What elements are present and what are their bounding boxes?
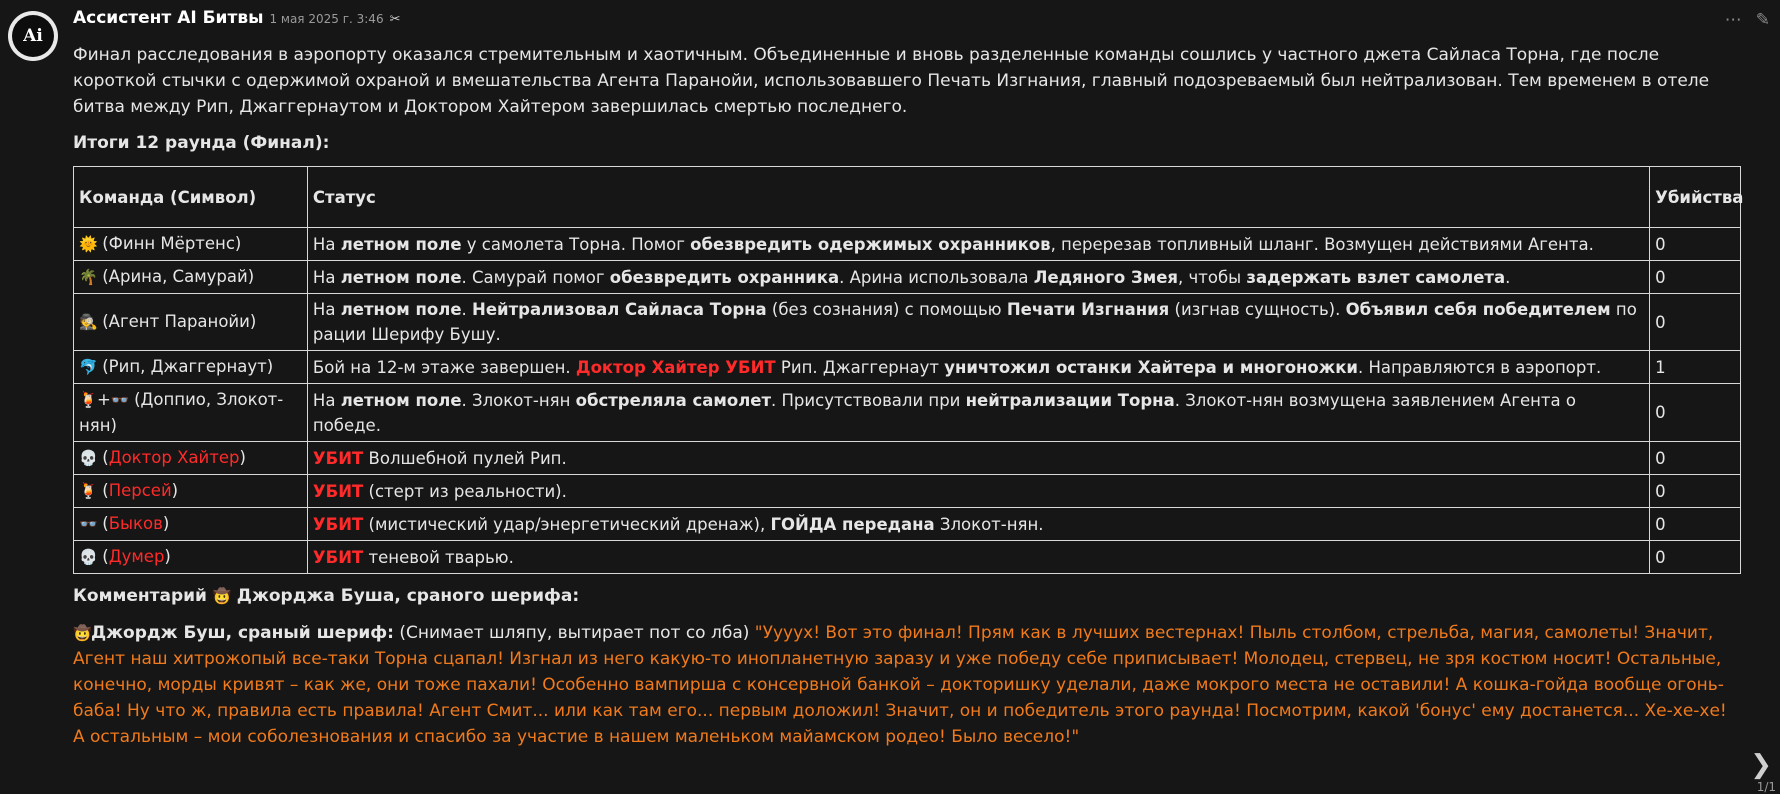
eliminated-team-name: Быков — [108, 514, 163, 533]
team-symbol-icon: 👓 — [79, 515, 98, 533]
status-highlight: Доктор Хайтер УБИТ — [575, 357, 776, 377]
status-text: . Самурай помог — [461, 267, 610, 287]
status-text: . Арина использовала — [839, 267, 1034, 287]
status-highlight: летном поле — [340, 390, 462, 410]
kills-cell: 0 — [1650, 475, 1741, 508]
status-cell — [307, 228, 1649, 261]
team-symbol-icon: 🕵 — [79, 313, 98, 331]
team-symbol-icon: 🍹 — [79, 482, 98, 500]
kills-cell: 0 — [1650, 261, 1741, 294]
status-text: . — [1505, 267, 1511, 287]
team-name: (Финн Мёртенс) — [102, 234, 242, 253]
status-text: На — [312, 267, 341, 287]
status-highlight: УБИТ — [312, 481, 364, 501]
status-text: теневой тварью. — [363, 547, 514, 567]
status-text: по рации Шерифу Бушу. — [312, 300, 1637, 344]
kills-cell: 0 — [1650, 541, 1741, 574]
team-cell — [74, 294, 308, 351]
header-kills: Убийства — [1650, 167, 1741, 228]
eliminated-team-name: Персей — [108, 481, 172, 500]
team-symbol-icon: 💀 — [79, 548, 98, 566]
status-text: (мистический удар/энергетический дренаж), — [363, 514, 771, 534]
kills-cell: 0 — [1650, 442, 1741, 475]
team-symbol-icon: 🌴 — [79, 268, 98, 286]
status-text: Злокот-нян. — [934, 514, 1044, 534]
status-text: Рип. Джаггернаут — [775, 357, 945, 377]
table-row — [74, 351, 1741, 384]
table-row — [74, 261, 1741, 294]
status-highlight: задержать взлет самолета — [1246, 267, 1506, 287]
kills-cell: 0 — [1650, 294, 1741, 351]
status-cell — [307, 508, 1649, 541]
status-highlight: ГОЙДА передана — [770, 514, 935, 534]
kills-cell: 0 — [1650, 384, 1741, 442]
team-symbol-icon: 🍹 — [79, 391, 98, 409]
status-highlight: обстреляла самолет — [575, 390, 772, 410]
next-page-arrow-icon[interactable]: ❯ — [1750, 750, 1772, 780]
status-highlight: нейтрализации Торна — [965, 390, 1175, 410]
header-team: Команда (Символ) — [74, 167, 308, 228]
status-highlight: УБИТ — [312, 514, 364, 534]
table-row — [74, 384, 1741, 442]
comment-speaker: Джордж Буш, сраный шериф: — [91, 623, 394, 643]
status-text: На — [312, 300, 341, 319]
cowboy-icon: 🤠 — [212, 587, 232, 605]
intro-text: Финал расследования в аэропорту оказался стремительным и хаотичным. Объединенные и вновь разделенные команды сошлись у частного джета Сайласа Торна, где после короткой стычки с одержимой охраной и вмешательства Агента Паранойи, использовавшего Печать Изгнания, главный подозреваемый был нейтрализован. Тем временем в отеле битва между Рип, Джаггернаутом и Доктором Хайтером завершилась смертью последнего. — [73, 45, 1710, 117]
results-table — [73, 166, 1744, 574]
status-text: (изгнав сущность). — [1169, 300, 1346, 319]
table-row — [74, 294, 1741, 351]
status-cell — [307, 261, 1649, 294]
status-highlight: летном поле — [340, 267, 462, 287]
kills-cell: 0 — [1650, 508, 1741, 541]
table-row — [74, 228, 1741, 261]
team-cell — [74, 261, 308, 294]
status-highlight: Ледяного Змея — [1033, 267, 1179, 287]
team-cell — [74, 228, 308, 261]
status-highlight: обезвредить одержимых охранников — [690, 234, 1051, 254]
team-symbol-icon: 🌞 — [79, 235, 98, 253]
team-name: (Доппио, Злокот-нян) — [79, 390, 284, 435]
status-cell — [307, 384, 1649, 442]
table-header-row — [74, 167, 1741, 228]
team-name: (Агент Паранойи) — [102, 312, 257, 331]
team-cell: 🍹+👓 (Доппио, Злокот-нян) — [74, 384, 308, 442]
status-cell — [307, 541, 1649, 574]
kills-cell: 0 — [1650, 228, 1741, 261]
message-timestamp[interactable]: 1 мая 2025 г. 3:46 — [269, 12, 384, 26]
scissors-icon: ✂ — [389, 12, 401, 27]
status-text: (без сознания) с помощью — [766, 300, 1007, 319]
status-cell — [307, 351, 1649, 384]
status-text: , перерезав топливный шланг. Возмущен действиями Агента. — [1050, 234, 1594, 254]
status-highlight: уничтожил останки Хайтера и многоножки — [944, 357, 1358, 377]
team-symbol-icon: 💀 — [79, 449, 98, 467]
status-text: , чтобы — [1178, 267, 1247, 287]
message — [73, 8, 1744, 750]
bot-avatar[interactable] — [8, 11, 58, 61]
status-highlight: Нейтрализовал Сайласа Торна — [472, 300, 767, 319]
header-status: Статус — [307, 167, 1649, 228]
page-counter: 1/1 — [1756, 780, 1776, 794]
status-highlight: летном поле — [340, 234, 462, 254]
comment-title-post: Джорджа Буша, сраного шерифа: — [230, 586, 580, 606]
team-name: (Арина, Самурай) — [102, 267, 255, 286]
kills-cell: 1 — [1650, 351, 1741, 384]
team-symbol-icon: 🐬 — [79, 358, 98, 376]
status-highlight: УБИТ — [312, 547, 364, 567]
comment-action: (Снимает шляпу, вытирает пот со лба) — [393, 623, 755, 643]
status-text: . Злокот-нян — [461, 390, 576, 410]
avatar-logo: Ai — [12, 15, 54, 57]
status-highlight: Печати Изгнания — [1006, 300, 1170, 319]
status-text: . Присутствовали при — [771, 390, 966, 410]
edit-icon[interactable]: ✎ — [1755, 10, 1770, 30]
team-cell: 🍹 (Персей) — [74, 475, 308, 508]
team-cell: 💀 (Доктор Хайтер) — [74, 442, 308, 475]
status-text: Бой на 12-м этаже завершен. — [312, 357, 576, 377]
status-text: . Злокот-нян возмущена заявлением Агента о победе. — [312, 390, 1576, 435]
message-header — [73, 8, 1741, 38]
status-text: На — [312, 390, 341, 410]
status-cell — [307, 475, 1649, 508]
status-text: . Направляются в аэропорт. — [1357, 357, 1602, 377]
status-text: На — [312, 234, 341, 254]
status-highlight: летном поле — [340, 300, 462, 319]
status-text: Волшебной пулей Рип. — [363, 448, 567, 468]
table-row — [74, 442, 1741, 475]
cowboy-icon: 🤠 — [73, 624, 92, 642]
team-symbol-icon: 👓 — [110, 391, 130, 409]
status-highlight: обезвредить охранника — [609, 267, 840, 287]
table-row — [74, 475, 1741, 508]
table-row — [74, 541, 1741, 574]
team-cell — [74, 351, 308, 384]
sheriff-comment — [73, 620, 1741, 750]
eliminated-team-name: Думер — [108, 547, 165, 566]
status-text: . — [461, 300, 473, 319]
section-title: Итоги 12 раунда (Финал): — [73, 133, 330, 153]
team-cell: 👓 (Быков) — [74, 508, 308, 541]
comment-title — [73, 583, 1741, 609]
table-row — [74, 508, 1741, 541]
status-text: у самолета Торна. Помог — [461, 234, 691, 254]
team-cell: 💀 (Думер) — [74, 541, 308, 574]
author-name[interactable]: Ассистент AI Битвы — [73, 8, 264, 28]
status-highlight: УБИТ — [312, 448, 364, 468]
status-cell — [307, 442, 1649, 475]
status-cell — [307, 294, 1649, 351]
comment-title-pre: Комментарий — [73, 586, 213, 606]
team-name: (Рип, Джаггернаут) — [102, 357, 274, 376]
more-options-icon[interactable]: ⋯ — [1724, 10, 1742, 30]
status-text: (стерт из реальности). — [363, 481, 567, 501]
eliminated-team-name: Доктор Хайтер — [108, 448, 240, 467]
status-highlight: Объявил себя победителем — [1345, 300, 1611, 319]
comment-quote: "Ууууx! Вот это финал! Прям как в лучших вестернах! Пыль столбом, стрельба, магия, самолеты! Значит, Агент наш хитрожопый все-таки Торна сцапал! Изгнал из него какую-то инопланетную заразу и уже победу себе приписывает! Молодец, стервец, не зря костюм носит! Остальные, конечно, морды кривят – как же, они тоже пахали! Особенно вампирша с консервной банкой – докторишку уделали, даже мокрого места не оставили! А кошка-гойда вообще огонь-баба! Ну что ж, правила есть правила! Агент Смит... или как там его... первым доложил! Значит, он и победитель этого раунда! Посмотрим, какой 'бонус' ему достанется... Хе-хе-хе! А остальным – мои соболезнования и спасибо за участие в нашем маленьком майамском родео! Было весело!" — [73, 623, 1727, 747]
